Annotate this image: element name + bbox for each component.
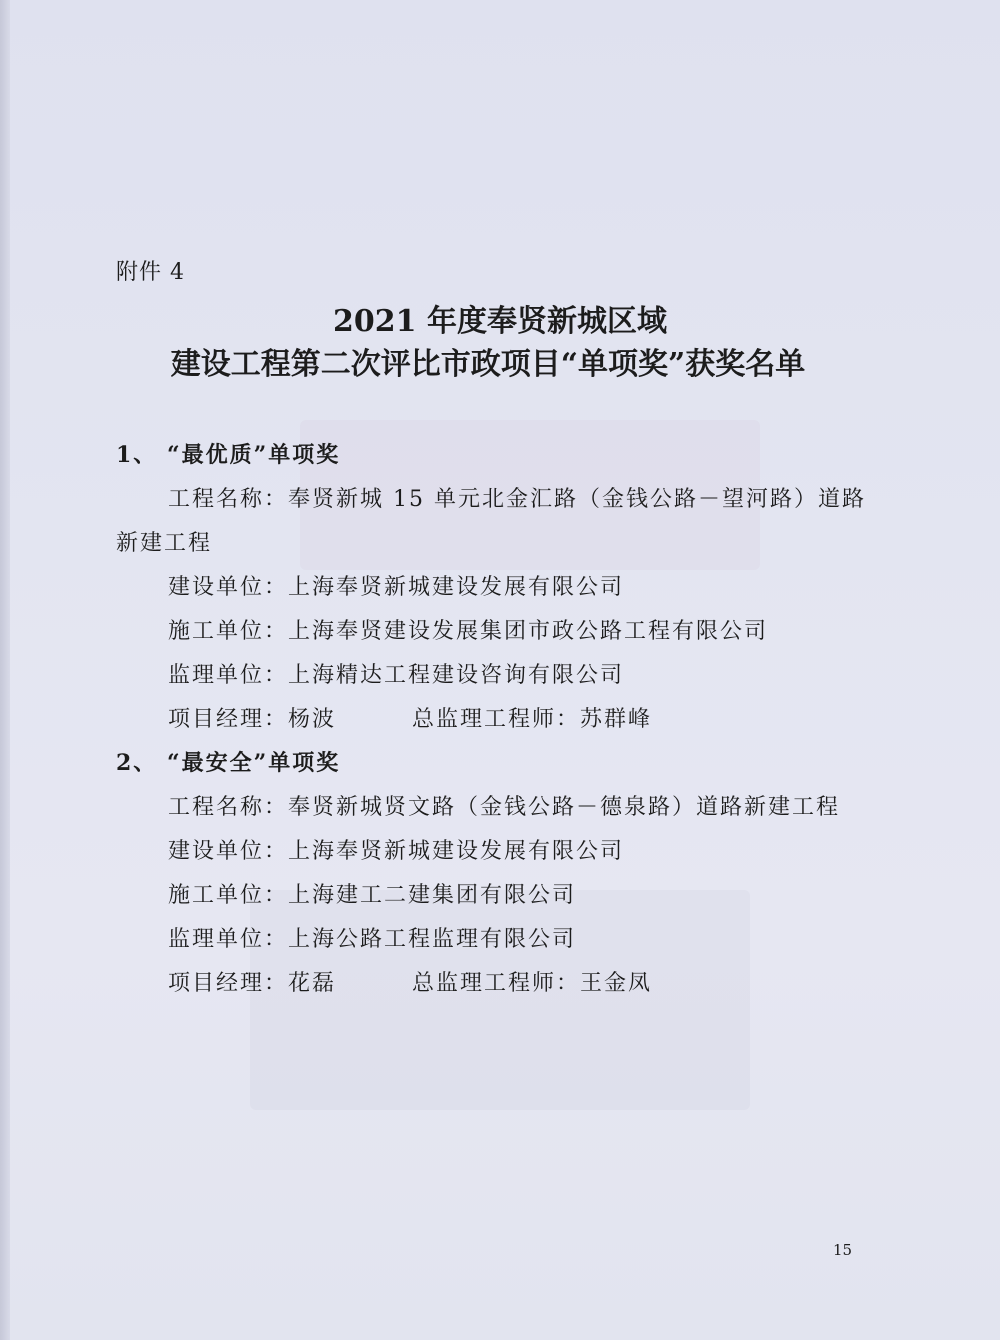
section-2-project-manager: 项目经理：花磊 — [168, 971, 337, 996]
section-2-chief-engineer: 总监理工程师：王金凤 — [412, 971, 653, 996]
section-1-developer: 建设单位：上海奉贤新城建设发展有限公司 — [168, 575, 625, 600]
document-title-line-1: 2021 年度奉贤新城区域 — [333, 304, 667, 339]
section-1-contractor: 施工单位：上海奉贤建设发展集团市政公路工程有限公司 — [168, 619, 769, 644]
page-binding-edge — [0, 0, 10, 1340]
section-1-chief-engineer: 总监理工程师：苏群峰 — [412, 707, 653, 732]
section-1-supervisor: 监理单位：上海精达工程建设咨询有限公司 — [168, 663, 625, 688]
section-2-contractor: 施工单位：上海建工二建集团有限公司 — [168, 883, 577, 908]
section-2-personnel — [168, 966, 652, 997]
section-1-project-name-continued: 新建工程 — [116, 531, 213, 556]
section-1-project-name: 工程名称：奉贤新城 15 单元北金汇路（金钱公路－望河路）道路 — [168, 487, 866, 512]
section-2-developer: 建设单位：上海奉贤新城建设发展有限公司 — [168, 839, 625, 864]
section-2-project-name: 工程名称：奉贤新城贤文路（金钱公路－德泉路）道路新建工程 — [168, 795, 841, 820]
document-title-line-2: 建设工程第二次评比市政项目“单项奖”获奖名单 — [170, 347, 806, 382]
section-2-heading: 2、 “最安全”单项奖 — [116, 750, 341, 776]
section-1-heading: 1、 “最优质”单项奖 — [116, 442, 341, 468]
section-1-project-manager: 项目经理：杨波 — [168, 707, 337, 732]
attachment-label: 附件 4 — [116, 260, 185, 285]
page-number: 15 — [833, 1241, 853, 1259]
section-2-supervisor: 监理单位：上海公路工程监理有限公司 — [168, 927, 577, 952]
section-1-personnel — [168, 702, 652, 733]
